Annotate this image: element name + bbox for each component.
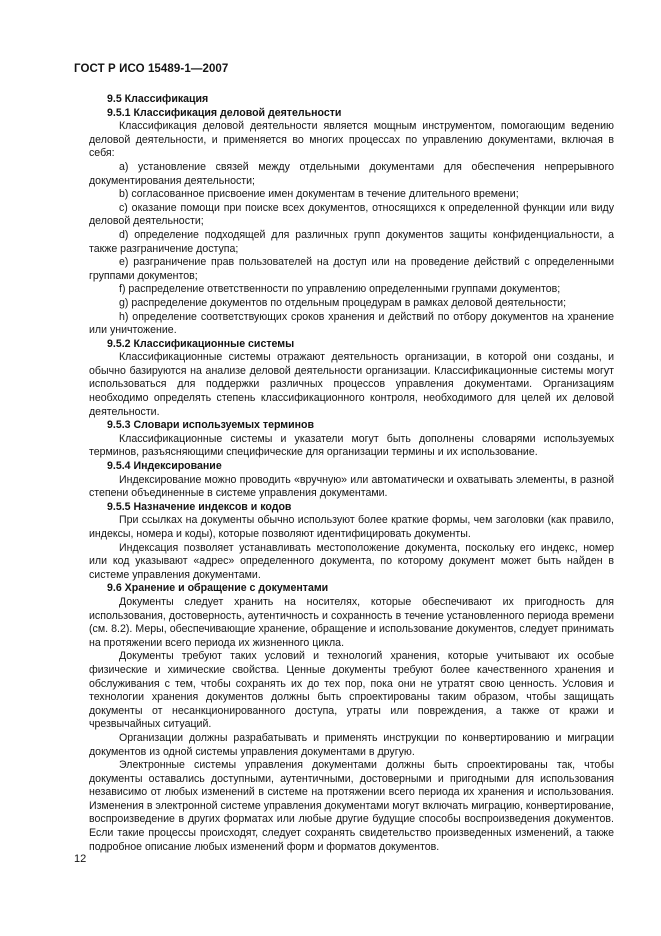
subsection-heading: 9.5.2 Классификационные системы <box>107 337 295 350</box>
paragraph: При ссылках на документы обычно используют более краткие формы, чем заголовки (как правило, индексы, номера и коды), которые позволяют идентифицировать документы. <box>89 514 614 540</box>
document-body <box>89 93 614 854</box>
list-item: h) определение соответствующих сроков хранения и действий по отбору документов на хранение или уничтожение. <box>89 310 614 337</box>
list-item: a) установление связей между отдельными документами для обеспечения непрерывного документирования деятельности; <box>89 160 614 187</box>
subsection-heading: 9.5.3 Словари используемых терминов <box>107 419 315 432</box>
paragraph: Классификация деловой деятельности является мощным инструментом, помогающим ведению деловой деятельности, и применяется во многих процессах по управлению документами, включая в себя: <box>89 120 614 160</box>
paragraph: Документы требуют таких условий и технологий хранения, которые учитывают их особые физические и химические свойства. Ценные документы требуют более качественного хранения и обслуживания с тем, чтобы сохранять их до тех пор, пока они не утратят свою ценность. Условия и технологии хранения документов должны быть спроектированы таким образом, чтобы защищать документы от несанкционированного доступа, утраты или повреждения, а также от кражи и чрезвычайных ситуаций. <box>89 650 614 731</box>
paragraph: Индексирование можно проводить «вручную» или автоматически и охватывать элементы, в разной степени объединенные в системе управления документами. <box>89 473 614 500</box>
list-item: b) согласованное присвоение имен документам в течение длительного времени; <box>119 188 519 201</box>
paragraph: Организации должны разрабатывать и применять инструкции по конвертированию и миграции документов из одной системы управления документами в другую. <box>89 731 614 758</box>
paragraph: Электронные системы управления документами должны быть спроектированы так, чтобы документы оставались доступными, аутентичными, достоверными и пригодными для использования независимо от любых изменений в системе на протяжении всего периода их хранения и использования. Изменения в электронной системе управления документами могут включать миграцию, конвертирование, воспроизведение в других форматах или любые другие будущие способы воспроизведения документов. Если такие процессы происходят, следует сохранять свидетельство произведенных изменений, а также подробное описание любых изменений форм и форматов документов. <box>89 759 614 853</box>
subsection-heading: 9.5.1 Классификация деловой деятельности <box>107 106 342 119</box>
list-item: g) распределение документов по отдельным процедурам в рамках деловой деятельности; <box>119 296 567 309</box>
section-heading: 9.5 Классификация <box>107 93 209 105</box>
paragraph: Классификационные системы и указатели могут быть дополнены словарями используемых терминов, разъясняющими специфические для организации термины и их использование. <box>89 432 614 459</box>
subsection-heading: 9.5.4 Индексирование <box>107 460 222 473</box>
page-header: ГОСТ Р ИСО 15489-1—2007 <box>74 63 229 75</box>
paragraph: Документы следует хранить на носителях, которые обеспечивают их пригодность для использования, достоверность, аутентичность и сохранность в течение установленного периода времени (см. 8.2). Меры, обеспечивающие хранение, обращение и использование документов, следует принимать на протяжении всего периода их жизненного цикла. <box>89 595 614 649</box>
list-item: f) распределение ответственности по управлению определенными группами документов; <box>119 283 561 296</box>
list-item: c) оказание помощи при поиске всех документов, относящихся к определенной функции или виду деловой деятельности; <box>89 201 614 228</box>
paragraph: Классификационные системы отражают деятельность организации, в которой они созданы, и обычно базируются на анализе деловой деятельности организации. Классификационные системы могут использоваться для поддержки различных процессов управления документами. Организациям необходимо определять степень классификационного контроля, необходимого для целей их деловой деятельности. <box>89 351 614 418</box>
page-number: 12 <box>74 853 87 865</box>
section-heading: 9.6 Хранение и обращение с документами <box>107 582 329 595</box>
subsection-heading: 9.5.5 Назначение индексов и кодов <box>107 500 292 513</box>
list-item: d) определение подходящей для различных групп документов защиты конфиденциальности, а также разграничение доступа; <box>89 228 614 255</box>
list-item: e) разграничение прав пользователей на доступ или на проведение действий с определенными группами документов; <box>89 256 614 282</box>
paragraph: Индексация позволяет устанавливать местоположение документа, поскольку его индекс, номер или код указывают «адрес» определенного документа, по которому документ может быть найден в системе управления документами. <box>89 541 614 581</box>
